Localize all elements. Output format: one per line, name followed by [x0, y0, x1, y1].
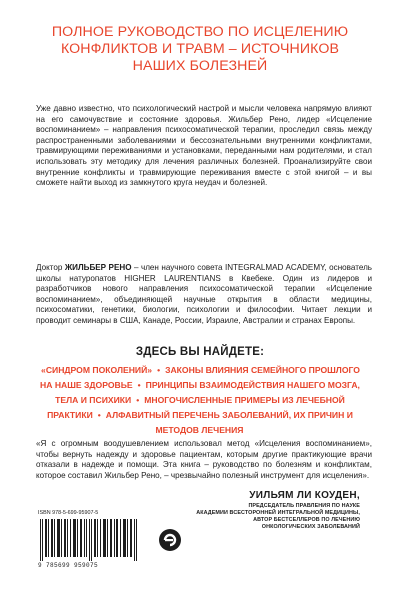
- endorser-title-line: ОНКОЛОГИЧЕСКИХ ЗАБОЛЕВАНИЙ: [261, 524, 360, 530]
- tag-separator: •: [137, 380, 141, 390]
- section-title: ЗДЕСЬ ВЫ НАЙДЕТЕ:: [135, 346, 265, 358]
- author-name-inline: ЖИЛЬБЕР РЕНО: [64, 263, 132, 272]
- author-bio-paragraph: [36, 263, 372, 327]
- headline-line-1: ПОЛНОЕ РУКОВОДСТВО ПО ИСЦЕЛЕНИЮ: [51, 24, 349, 40]
- endorser-title-line: АВТОР БЕСТСЕЛЛЕРОВ ПО ЛЕЧЕНИЮ: [253, 517, 360, 523]
- endorser-title-line: ПРЕДСЕДАТЕЛЬ ПРАВЛЕНИЯ ПО НАУКЕ: [248, 503, 360, 509]
- topic-tag: ПРИНЦИПЫ ВЗАИМОДЕЙСТВИЯ НАШЕГО МОЗГА, ТЕЛА И ПСИХИКИ: [55, 380, 360, 405]
- headline-line-2: КОНФЛИКТОВ И ТРАВМ – ИСТОЧНИКОВ: [60, 41, 340, 57]
- endorsement-quote: «Я с огромным воодушевлением использовал метод «Исцеления воспоминанием», чтобы вернуть надежду и здоровье пациентам, которым другие практикующие врачи отказали в надежде и помощи. Эта книга – руководство по болезням и конфликтам, которое составил Жильбер Рено, – чрезвычайно полезный инструмент для исцеления».: [36, 439, 372, 480]
- eksmo-logo-icon: [158, 528, 182, 552]
- bio-prefix: Доктор: [36, 263, 65, 272]
- barcode-bars: [36, 519, 146, 561]
- tag-separator: •: [157, 365, 161, 375]
- barcode-number: 9 785699 959075: [38, 562, 99, 569]
- endorsement-author: [130, 490, 360, 531]
- tag-separator: •: [97, 410, 101, 420]
- endorser-title-line: АКАДЕМИИ ВСЕСТОРОННЕЙ ИНТЕГРАЛЬНОЙ МЕДИЦИНЫ,: [196, 510, 360, 516]
- topic-tag: АЛФАВИТНЫЙ ПЕРЕЧЕНЬ ЗАБОЛЕВАНИЙ, ИХ ПРИЧИН И МЕТОДОВ ЛЕЧЕНИЯ: [105, 410, 353, 435]
- barcode-block: [36, 510, 150, 576]
- topic-tag: МНОГОЧИСЛЕННЫЕ ПРИМЕРЫ ИЗ ЛЕЧЕБНОЙ ПРАКТИКИ: [47, 395, 345, 420]
- topic-tags: [40, 363, 360, 438]
- headline-line-3: НАШИХ БОЛЕЗНЕЙ: [132, 58, 268, 74]
- topic-tag: «СИНДРОМ ПОКОЛЕНИЙ»: [41, 365, 153, 375]
- tag-separator: •: [136, 395, 140, 405]
- headline: [24, 24, 376, 75]
- intro-paragraph: Уже давно известно, что психологический настрой и мысли человека напрямую влияют на его самочувствие и состояние здоровья. Жильбер Рено, лидер «Исцеление воспоминанием» – направления психосоматической терапии, проследил связь между распространенными заболеваниями и бессознательными внутренними конфликтами, травмирующими переживаниями и установками, переданными нам родителями, и стал использовать эту методику для лечения различных болезней. Проанализируйте свои внутренние конфликты и травмирующие переживания вместе с этой книгой – и вы сможете найти выход из замкнутого круга неудач и болезней.: [36, 104, 372, 188]
- endorser-name: УИЛЬЯМ ЛИ КОУДЕН,: [249, 490, 360, 501]
- topic-tag: ЗАКОНЫ ВЛИЯНИЯ СЕМЕЙНОГО ПРОШЛОГО НА НАШЕ ЗДОРОВЬЕ: [40, 365, 360, 390]
- bio-text: – член научного совета INTEGRALMAD ACADEMY, основатель школы натуропатов HIGHER LAURENTIANS в Квебеке. Один из лидеров и разработчиков нового направления психосоматической терапии «Исцеление воспоминанием», объединяющей научные открытия в области медицины, психосоматики, генетики, биологии, психологии и философии. Читает лекции и проводит семинары в США, Канаде, России, Израиле, Австралии и странах Европы.: [36, 263, 373, 325]
- isbn-text: ISBN 978-5-699-95907-5: [38, 510, 99, 516]
